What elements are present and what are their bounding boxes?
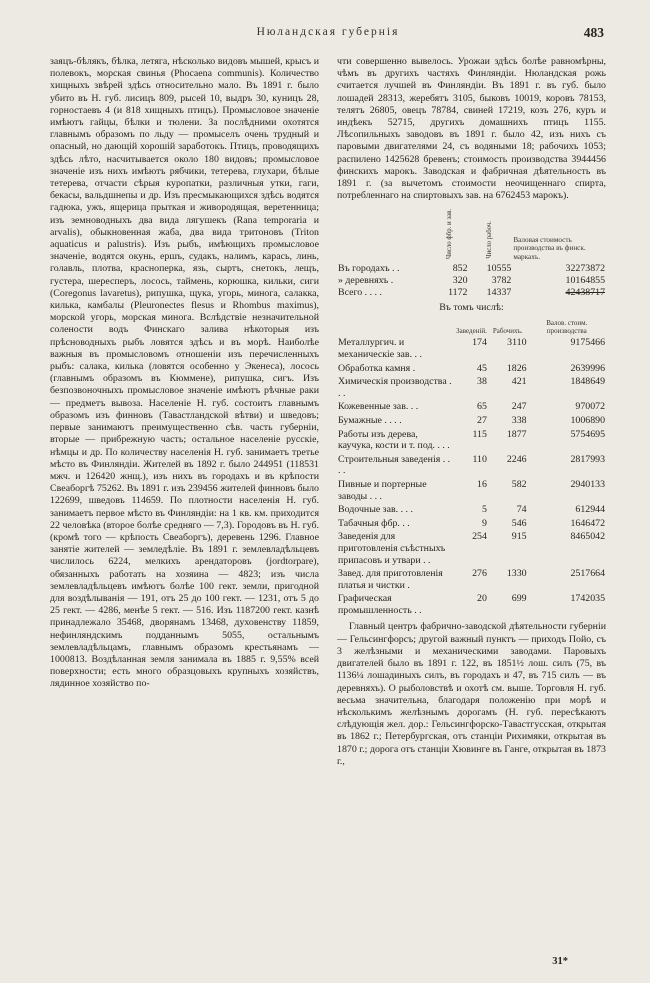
empty-header-cell — [337, 207, 431, 263]
cell-value: 27 — [477, 414, 487, 426]
row-label: Въ городахъ . . — [338, 263, 400, 275]
signature-mark: 31* — [552, 956, 568, 967]
table-row — [337, 287, 606, 299]
cell-value: 5 — [481, 504, 487, 516]
cell-value: 254 — [472, 531, 487, 543]
cell-value: 65 — [477, 401, 487, 413]
summary-table-header-row — [337, 207, 606, 263]
cell-value: 247 — [511, 401, 527, 413]
running-title: Нюландская губернія — [256, 26, 400, 38]
table-row — [337, 568, 606, 593]
row-label: Всего . . . . — [338, 286, 382, 298]
cell-value: 2940133 — [570, 478, 605, 490]
cell-value: 612944 — [575, 504, 605, 516]
cell-value: 32273872 — [565, 263, 605, 275]
cell-value: 421 — [511, 376, 527, 388]
row-label: Металлургич. и механическіе зав. . . — [338, 337, 422, 361]
cell-value: 110 — [472, 453, 487, 465]
header-gross-value: Валовая стоимость производства въ финск. маркахъ. — [513, 235, 586, 261]
cell-value: 3782 — [491, 275, 512, 287]
row-label: Обработка камня . — [338, 362, 416, 374]
table-row — [337, 363, 606, 377]
breakdown-table-header-row — [337, 319, 606, 337]
cell-value: 1006890 — [570, 414, 605, 426]
cell-value: 699 — [511, 593, 527, 605]
table-row — [337, 479, 606, 504]
page-number: 483 — [583, 25, 604, 40]
left-column — [50, 56, 319, 968]
cell-value: 74 — [516, 504, 527, 516]
cell-value: 915 — [511, 531, 527, 543]
header-count-workers — [469, 207, 513, 263]
cell-value: 174 — [472, 337, 487, 349]
cell-value: 10164855 — [565, 275, 605, 287]
right-column — [337, 56, 606, 968]
table-row — [337, 454, 606, 479]
table-row — [337, 337, 606, 362]
table-row — [337, 376, 606, 401]
cell-value: 9 — [481, 517, 487, 529]
row-label: » деревняхъ . — [338, 275, 394, 287]
cell-value: 1330 — [506, 568, 527, 580]
cell-value: 338 — [511, 414, 527, 426]
cell-value: 1742035 — [570, 593, 605, 605]
breakdown-table — [337, 319, 606, 618]
table-row — [337, 518, 606, 532]
row-label: Работы изъ дерева, каучука, кости и т. под. . . . — [338, 428, 450, 452]
cell-value: 852 — [452, 263, 468, 275]
row-label: Химическія производства . . . — [338, 376, 452, 399]
table-row — [337, 504, 606, 518]
cell-value: 16 — [477, 478, 487, 490]
left-column-text: заяцъ-бѣлякъ, бѣлка, летяга, нѣсколько видовъ мышей, крысъ и полевокъ, морская свинья (Phocaena communis). Количество хищныхъ звѣрей здѣсь относительно мало. Въ 1891 г. было убито въ Н. губ. лисицъ 809, рысей 10, выдръ 30, куницъ 28, горностаевъ 4 (и 818 хищныхъ птицъ). Промысловое значеніе имѣютъ гайцы, бѣлки и тюлени. За послѣдними охотятся главнымъ образомъ по льду — промыселъ очень трудный и опасный, но дающій хорошій заработокъ. Птицъ, проводящихъ здѣсь лѣто, насчитывается около 180 видовъ; промысловое значеніе изъ нихъ имѣютъ рябчики, тетерева, глухари, бѣлые тетерева, отчасти сѣрыя куропатки, различныя утки, гаги, бекасы, вальдшнепы и др. Изъ пресмыкающихся здѣсь водятся гадюка, ужъ, ящерица прыткая и живородящая, веретенница; изъ земноводныхъ два вида лягушекъ (Rana temporaria и arvalis), обыкновенная жаба, два вида тритоновъ (Triton aquaticus и palustris). Изъ рыбъ, имѣющихъ промысловое значеніе, водятся окунь, ершъ, судакъ, налимъ, карась, линь, голавль, плотва, красноперка, язь, сыртъ, снетокъ, лещъ, густера, шересперъ, лосось, таймень, корюшка, кильки, сиги (Coregonus lavaretus), рипушка, щука, угорь, минога, салакка, килька, камбалы (Pleuronectes flesus и Rhombus maximus), морской угорь, морская минога. Вслѣдствіе незначительной солености водъ Финскаго залива нѣкоторыя изъ прѣсноводныхъ рыбъ ловятся здѣсь и въ морѣ. Наиболѣе важныя въ промысловомъ отношеніи изъ перечисленныхъ рыбъ: салака, килька (ловятся особенно у Экенеса), лосось (главнымъ образомъ въ Кюммене), рипушка, сигъ. Изъ безпозвоночныхъ промысловое значеніе имѣютъ рѣчные раки — предметъ вывоза. Населеніе Н. губ. состоитъ главнымъ образомъ изъ финновъ (Тавастландской вѣтви) и шведовъ; первые занимаютъ преимущественно сѣв. часть губерніи, вторые — прибрежную часть; остальное населеніе русскіе, нѣмцы и др. По количеству населенія Н. губ. занимаетъ третье мѣсто въ Финляндіи. Жителей въ 1892 г. было 244951 (118531 мжч. и 126420 жнщ.), изъ нихъ въ городахъ и въ крѣпости Свеаборгѣ 75262. Въ 1891 г. изъ 239456 жителей финновъ было 122699, шведовъ 114659. По плотности населенія Н. губ. занимаетъ первое мѣсто въ Финляндіи: на 1 кв. км. приходится 22 человѣка (второе болѣе средняго — 7,3). Городовъ въ Н. губ. (кромѣ того — крѣпость Свеаборгъ), деревень 1296. Главное занятіе жителей — земледѣліе. Въ 1891 г. землевладѣльцевъ числилось 6224, мелкихъ арендаторовъ (jordtorpare), обязанныхъ работать на хозяина — 4823; изъ числа землевладѣльцевъ имѣютъ болѣе 100 гект. земли, пригодной для воздѣлыванія — 191, отъ 25 до 100 гект. — 1231, отъ 5 до 25 гект. — 4286, менѣе 5 гект. — 516. Изъ 1187200 гект. казнѣ принадлежало 35468, дворянамъ 13468, духовенству 11859, нефинляндскимъ подданнымъ 5055, остальнымъ землевладѣльцамъ, главнымъ образомъ крестьянамъ — 1000813. Воздѣланная земля занимала въ 1885 г. 9,55% всей поверхности; есть много образцовыхъ крупныхъ хозяйствъ, лядинное хозяйство по- — [50, 56, 319, 690]
row-label: Бумажные . . . . — [338, 414, 402, 426]
table-row — [337, 415, 606, 429]
row-label: Графическая промышленность . . — [338, 593, 422, 616]
cell-value: 8465042 — [570, 531, 605, 543]
cell-value: 45 — [477, 362, 487, 374]
table-row — [337, 401, 606, 415]
table-row — [337, 263, 606, 275]
summary-table — [337, 207, 606, 298]
cell-value: 42438717 — [565, 286, 605, 298]
cell-value: 9175466 — [570, 337, 605, 349]
table-row — [337, 275, 606, 287]
cell-value: 320 — [452, 275, 468, 287]
header-establishments: Заведеній. — [456, 327, 487, 336]
cell-value: 10555 — [486, 263, 512, 275]
cell-value: 1646472 — [570, 517, 605, 529]
breakdown-title: Въ томъ числѣ: — [439, 302, 504, 314]
cell-value: 2817993 — [570, 453, 605, 465]
cell-value: 1848649 — [570, 376, 605, 388]
table-row — [337, 429, 606, 454]
text-columns — [50, 56, 606, 968]
row-label: Заведенія для приготовленія съѣстныхъ припасовъ и утвари . . — [338, 531, 446, 566]
empty-header-cell — [337, 319, 455, 337]
cell-value: 1826 — [506, 362, 527, 374]
cell-value: 276 — [472, 568, 487, 580]
header-count-factories — [431, 207, 469, 263]
cell-value: 582 — [511, 478, 527, 490]
cell-value: 2517664 — [570, 568, 605, 580]
cell-value: 38 — [477, 376, 487, 388]
right-intro-text: чти совершенно вывелось. Урожаи здѣсь болѣе равномѣрны, чѣмъ въ другихъ частяхъ Финляндіи. Нюландская рожь считается лучшей въ Финляндіи. Въ 1891 г. въ губ. было лошадей 28313, жеребятъ 3105, быковъ 10019, коровъ 78153, телятъ 26805, овецъ 78784, свиней 17219, козъ 276, куръ и индѣекъ 52715, другихъ домашнихъ птицъ 1155. Лѣсопильныхъ заводовъ въ 1891 г. было 42, изъ нихъ съ паровыми двигателями 24, съ водяными 18; рабочихъ 1053; распилено 1425628 бревенъ; стоимость производства 3944456 финскихъ марокъ. Заводская и фабричная дѣятельность въ 1891 г. (за вычетомъ стоимости неочищеннаго спирта, потребленнаго на спиртовыхъ зав. на 6762453 марокъ). — [337, 56, 606, 202]
cell-value: 14337 — [486, 286, 512, 298]
header-count-workers-label: Число рабоч. — [486, 221, 494, 260]
header-count-factories-label: Число фбр. и зав. — [445, 209, 453, 260]
row-label: Водочные зав. . . . — [338, 504, 413, 516]
cell-value: 2639996 — [570, 362, 605, 374]
row-label: Пивные и портерные заводы . . . — [338, 478, 427, 502]
cell-value: 3110 — [507, 337, 527, 349]
table-row — [337, 593, 606, 618]
cell-value: 5754695 — [570, 428, 605, 440]
cell-value: 1877 — [506, 428, 527, 440]
row-label: Завед. для приготовленія платья и чистки . — [338, 568, 443, 591]
row-label: Кожевенные зав. . . — [338, 401, 419, 413]
row-label: Строительныя заведенія . . . . — [338, 453, 451, 477]
cell-value: 115 — [472, 428, 487, 440]
cell-value: 546 — [511, 517, 527, 529]
page-header — [50, 26, 606, 48]
header-workers: Рабочихъ. — [492, 327, 523, 336]
table-row — [337, 531, 606, 568]
cell-value: 2246 — [506, 453, 527, 465]
row-label: Табачныя фбр. . . — [338, 517, 410, 529]
right-outro-text: Главный центръ фабрично-заводской дѣятельности губерніи — Гельсингфорсъ; другой важный пунктъ — приходъ Пойо, съ 3 желѣзными и механическими заводами. Паровыхъ двигателей было въ 1891 г. 122, въ 1851½ лош. силъ (75, въ 1136¼ лошадиныхъ силъ, въ городахъ и 47, въ 715 силъ — въ деревняхъ). О рыболовствѣ и охотѣ см. выше. Торговля Н. губ. весьма значительна, благодаря положенію при морѣ и нѣсколькимъ желѣзнымъ дорогамъ (Н. губ. пересѣкаютъ слѣдующія жел. дор.: Гельсингфорско-Тавастгусская, открытая въ 1862 г.; Петербургская, отъ станціи Рихимяки, открытая въ 1870 г.; дорога отъ станціи Хювинге въ Ганге, открытая въ 1873 г., — [337, 621, 606, 767]
cell-value: 20 — [477, 593, 487, 605]
header-gross-value: Валов. стоим. производства — [546, 319, 588, 336]
cell-value: 1172 — [448, 286, 468, 298]
cell-value: 970072 — [575, 401, 605, 413]
